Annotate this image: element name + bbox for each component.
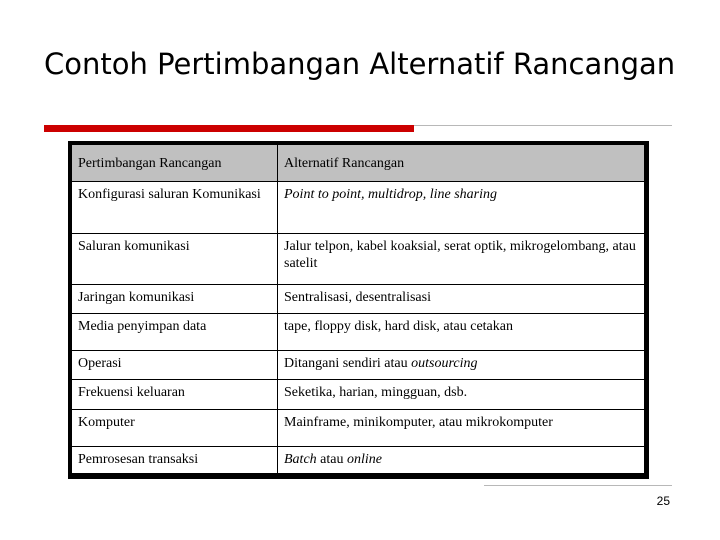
table-row (72, 410, 645, 447)
table-row (72, 447, 645, 474)
slide-title: Contoh Pertimbangan Alternatif Rancangan (44, 47, 676, 81)
row-label: Konfigurasi saluran Komunikasi (72, 182, 278, 234)
row-value-italic: online (346, 452, 382, 467)
row-label: Pemrosesan transaksi (72, 447, 278, 474)
row-label: Media penyimpan data (72, 314, 278, 351)
row-value-italic: outsourcing (411, 356, 478, 371)
row-value (278, 351, 645, 380)
row-label: Frekuensi keluaran (72, 380, 278, 410)
page-number: 25 (656, 494, 670, 508)
row-value: Point to point, multidrop, line sharing (278, 182, 645, 234)
row-label: Operasi (72, 351, 278, 380)
table-row (72, 285, 645, 314)
row-value: Mainframe, minikomputer, atau mikrokomputer (278, 410, 645, 447)
footer-rule (484, 485, 672, 486)
row-value-plain: Ditangani sendiri atau (284, 356, 412, 371)
row-value: tape, floppy disk, hard disk, atau cetakan (278, 314, 645, 351)
table-row (72, 182, 645, 234)
header-design-alternative: Alternatif Rancangan (278, 145, 645, 182)
title-underline-rule (414, 125, 672, 126)
title-underline-accent (44, 125, 414, 132)
table-row (72, 234, 645, 285)
table-row (72, 351, 645, 380)
design-alternatives-table-frame (68, 141, 649, 479)
row-value (278, 447, 645, 474)
row-label: Jaringan komunikasi (72, 285, 278, 314)
row-value: Seketika, harian, mingguan, dsb. (278, 380, 645, 410)
row-label: Komputer (72, 410, 278, 447)
table-header-row (72, 145, 645, 182)
table-row (72, 380, 645, 410)
row-value: Sentralisasi, desentralisasi (278, 285, 645, 314)
design-alternatives-table (71, 144, 645, 474)
header-design-consideration: Pertimbangan Rancangan (72, 145, 278, 182)
row-value-italic: Batch (284, 452, 317, 467)
row-value-plain: atau (316, 452, 347, 467)
row-label: Saluran komunikasi (72, 234, 278, 285)
table-row (72, 314, 645, 351)
row-value: Jalur telpon, kabel koaksial, serat optik, mikrogelombang, atau satelit (278, 234, 645, 285)
